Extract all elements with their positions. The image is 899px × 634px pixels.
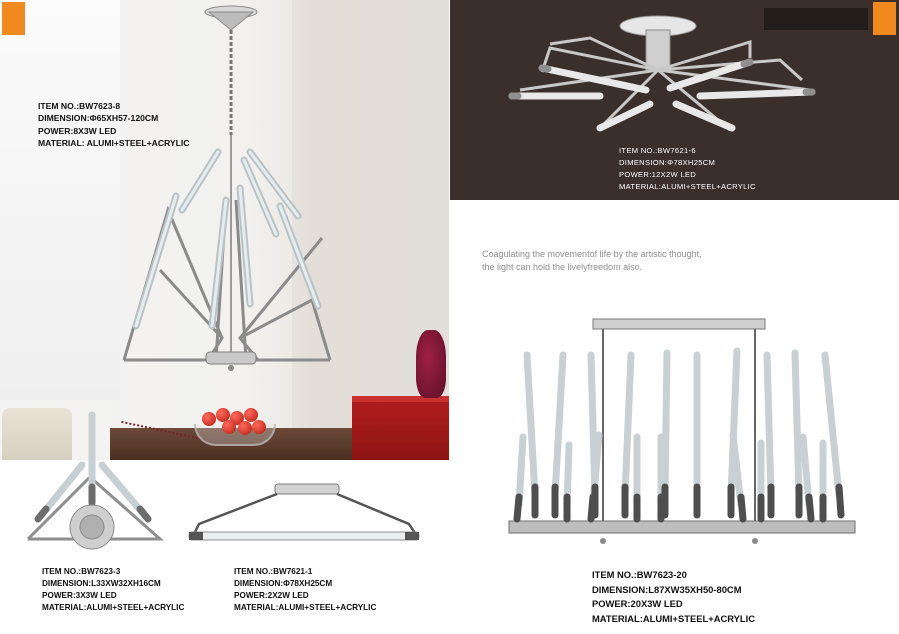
material: MATERIAL:ALUMI+STEEL+ACRYLIC (234, 602, 377, 612)
linear-pendant-bw7621-1 (185, 478, 425, 548)
wall-lamp-bw7623-3 (20, 405, 180, 565)
tagline-line-2: the light can hold the livelyfreedom also. (482, 261, 643, 272)
material: MATERIAL:ALUMI+STEEL+ACRYLIC (619, 182, 756, 192)
item-no: ITEM NO.:BW7623-8 (38, 101, 121, 111)
spec-block-bw7623-3 (42, 566, 184, 614)
power: POWER:12X2W LED (619, 170, 697, 180)
power: POWER:8X3W LED (38, 125, 117, 136)
accent-tab-right (873, 2, 896, 35)
spec-block-bw7623-8 (38, 100, 190, 150)
spec-block-bw7623-20 (592, 568, 755, 626)
accent-tab-left (2, 2, 25, 35)
tagline-line-1: Coagulating the movementof life by the artistic thought, (482, 249, 702, 259)
dimension: DIMENSION:Φ65XH57-120CM (38, 113, 159, 124)
spec-block-bw7621-6 (619, 145, 756, 194)
item-no: ITEM NO.:BW7623-3 (42, 567, 121, 576)
item-no: ITEM NO.:BW7621-1 (234, 567, 313, 576)
material: MATERIAL:ALUMI+STEEL+ACRYLIC (592, 612, 756, 624)
dimension: DIMENSION:Φ78XH25CM (234, 578, 333, 588)
dimension: DIMENSION:Φ78XH25CM (619, 158, 716, 168)
material: MATERIAL: ALUMI+STEEL+ACRYLIC (38, 138, 190, 149)
item-no: ITEM NO.:BW7621-6 (619, 146, 696, 155)
dimension: DIMENSION:L87XW35XH50-80CM (592, 583, 742, 595)
linear-chandelier-bw7623-20 (505, 315, 860, 545)
tagline (482, 248, 702, 273)
item-no: ITEM NO.:BW7623-20 (592, 569, 687, 580)
dark-product-panel (450, 0, 899, 200)
material: MATERIAL:ALUMI+STEEL+ACRYLIC (42, 602, 185, 612)
power: POWER:20X3W LED (592, 598, 683, 610)
dimension: DIMENSION:L33XW32XH16CM (42, 578, 161, 588)
room-scene-photo (0, 0, 449, 460)
spec-block-bw7621-1 (234, 566, 376, 614)
pendant-lamp-bw7623-8 (0, 0, 449, 460)
power: POWER:3X3W LED (42, 590, 117, 600)
power: POWER:2X2W LED (234, 590, 309, 600)
